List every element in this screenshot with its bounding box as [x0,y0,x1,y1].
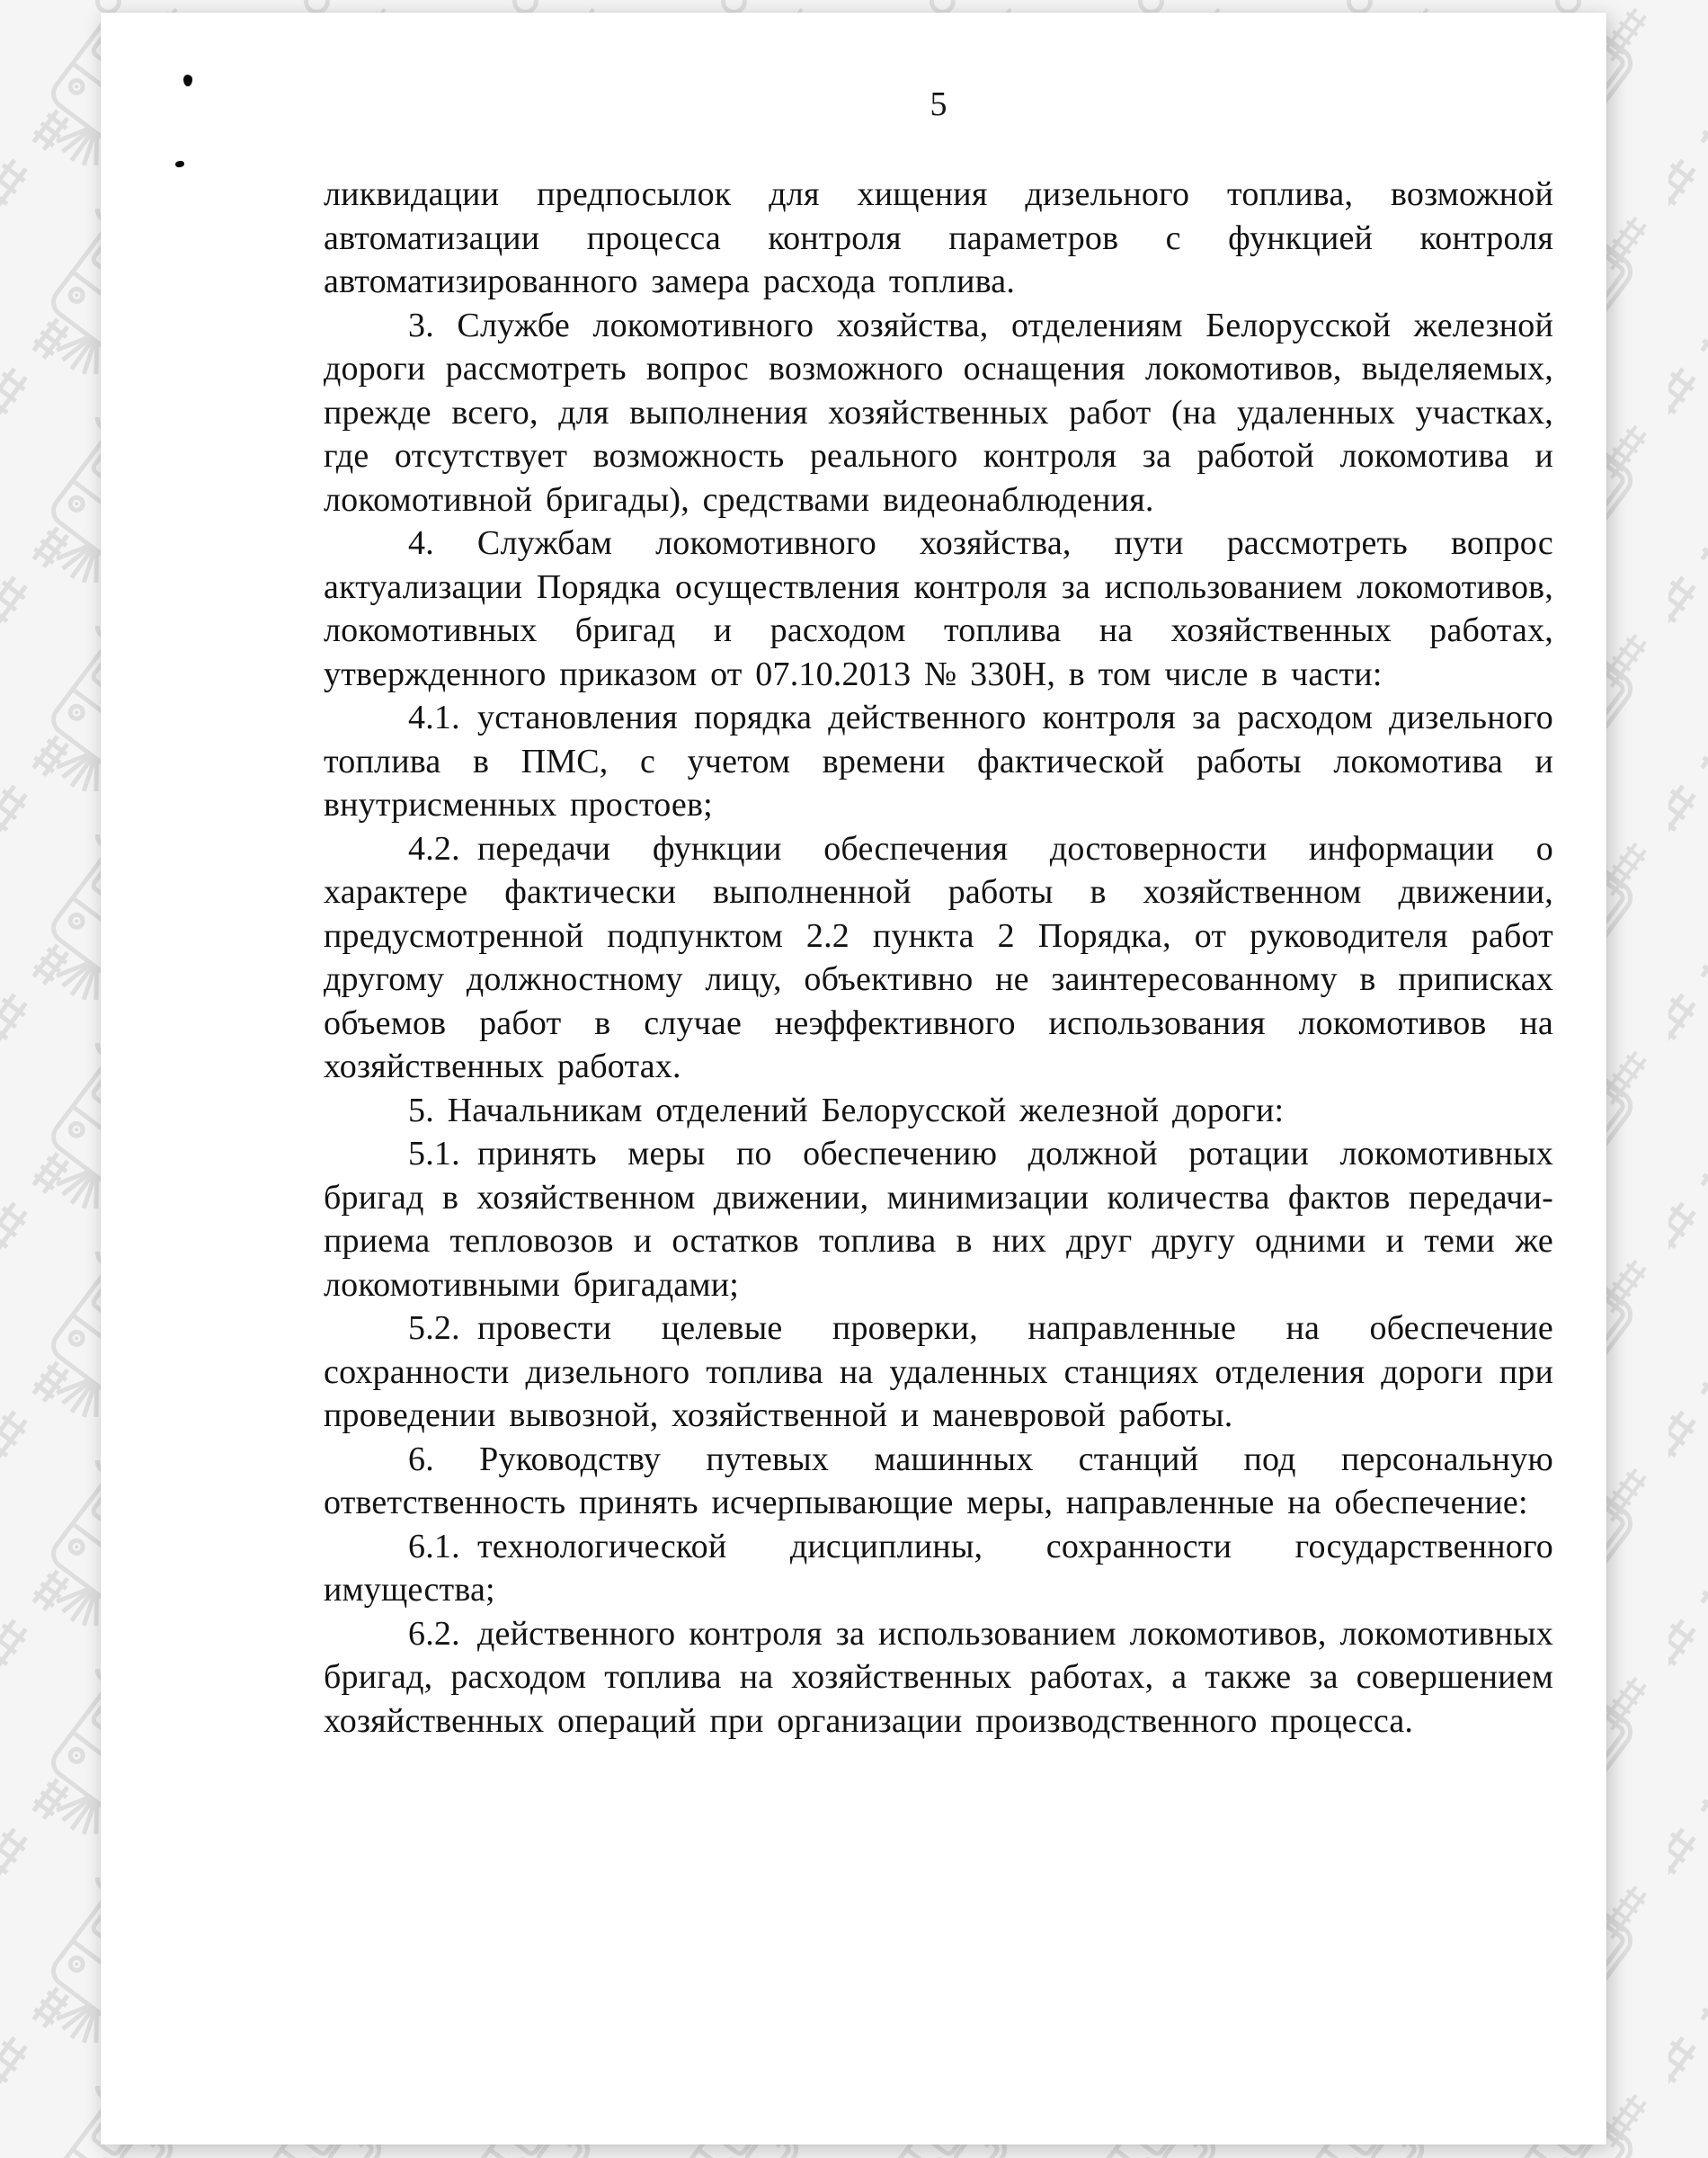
paragraph-item-6: 6. Руководству путевых машинных станций под персональную ответственность принять исчерпывающие меры, направленные на обеспечение: [324,1440,1553,1521]
ink-speck-top [183,75,192,86]
paragraph-item-6-1: 6.1. технологической дисциплины, сохранности государственного имущества; [324,1527,1553,1609]
page-number: 5 [930,85,947,123]
paragraph-item-6-2: 6.2. действенного контроля за использованием локомотивов, локомотивных бригад, расходом топлива на хозяйственных работах, а также за совершением хозяйственных операций при организации производственного процесса. [324,1614,1553,1740]
paragraph-item-5: 5. Начальникам отделений Белорусской железной дороги: [408,1091,1285,1129]
paragraph-continuation: ликвидации предпосылок для хищения дизельного топлива, возможной автоматизации процесса контроля параметров с функцией контроля автоматизированного замера расхода топлива. [324,175,1553,300]
document-page [101,13,1606,2145]
paragraph-item-5-1: 5.1. принять меры по обеспечению должной ротации локомотивных бригад в хозяйственном движении, минимизации количества фактов передачи-приема тепловозов и остатков топлива в них друг другу одними и теми же локомотивными бригадами; [324,1135,1553,1304]
document-text-block [324,173,1553,1743]
paragraph-item-3: 3. Службе локомотивного хозяйства, отделениям Белорусской железной дороги рассмотреть вопрос возможного оснащения локомотивов, выделяемых, прежде всего, для выполнения хозяйственных работ (на удаленных участках, где отсутствует возможность реального контроля за работой локомотива и локомотивной бригады), средствами видеонаблюдения. [324,306,1553,519]
paragraph-item-5-2: 5.2. провести целевые проверки, направленные на обеспечение сохранности дизельного топлива на удаленных станциях отделения дороги при проведении вывозной, хозяйственной и маневровой работы. [324,1309,1553,1434]
paragraph-item-4: 4. Службам локомотивного хозяйства, пути рассмотреть вопрос актуализации Порядка осуществления контроля за использованием локомотивов, локомотивных бригад и расходом топлива на хозяйственных работах, утвержденного приказом от 07.10.2013 № 330Н, в том числе в части: [324,524,1553,693]
paragraph-item-4-1: 4.1. установления порядка действенного контроля за расходом дизельного топлива в ПМС, с учетом времени фактической работы локомотива и внутрисменных простоев; [324,699,1553,824]
ink-speck-lower [175,160,185,167]
paragraph-item-4-2: 4.2. передачи функции обеспечения достоверности информации о характере фактически выполненной работы в хозяйственном движении, предусмотренной подпунктом 2.2 пункта 2 Порядка, от руководителя работ другому должностному лицу, объективно не заинтересованному в приписках объемов работ в случае неэффективного использования локомотивов на хозяйственных работах. [324,829,1553,1085]
